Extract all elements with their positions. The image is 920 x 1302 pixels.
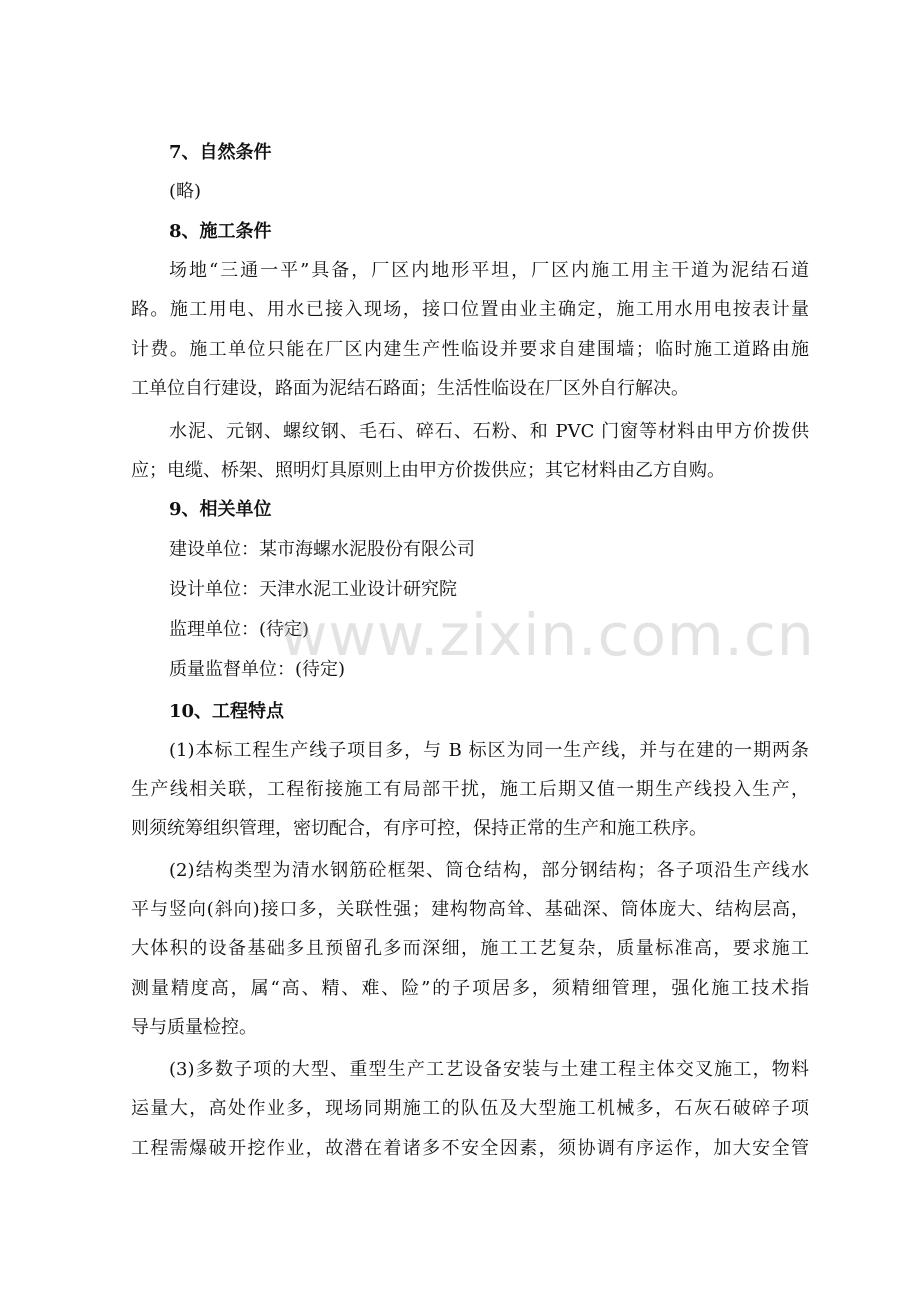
paragraph-line: 场地“三通一平”具备，厂区内地形平坦，厂区内施工用主干道为泥结石道: [169, 260, 809, 281]
paragraph-line: 工程需爆破开挖作业，故潜在着诸多不安全因素，须协调有序运作，加大安全管: [131, 1138, 809, 1159]
paragraph-line: 导与质量检控。: [131, 1017, 257, 1038]
unit-item: 建设单位：某市海螺水泥股份有限公司: [169, 539, 475, 560]
paragraph-line: 生产线相关联，工程衔接施工有局部干扰，施工后期又值一期生产线投入生产，: [131, 779, 809, 800]
paragraph-line: 大体积的设备基础多且预留孔多而深细，施工工艺复杂，质量标准高，要求施工: [131, 938, 809, 959]
section-8-heading: 8、施工条件: [169, 221, 272, 242]
paragraph-line: (2)结构类型为清水钢筋砼框架、筒仓结构，部分钢结构；各子项沿生产线水: [169, 860, 809, 881]
section-7-body: (略): [169, 181, 202, 202]
paragraph-line: 工单位自行建设，路面为泥结石路面；生活性临设在厂区外自行解决。: [131, 378, 689, 399]
paragraph-line: 计费。施工单位只能在厂区内建生产性临设并要求自建围墙；临时施工道路由施: [131, 339, 809, 360]
paragraph-line: 路。施工用电、用水已接入现场，接口位置由业主确定，施工用水用电按表计量: [131, 299, 809, 320]
paragraph-line: 则须统筹组织管理，密切配合，有序可控，保持正常的生产和施工秩序。: [131, 818, 707, 839]
paragraph-line: 水泥、元钢、螺纹钢、毛石、碎石、石粉、和 PVC 门窗等材料由甲方价拨供: [169, 421, 809, 442]
watermark: www.zixin.com.cn: [280, 601, 815, 669]
paragraph-line: (3)多数子项的大型、重型生产工艺设备安装与土建工程主体交叉施工，物料: [169, 1059, 809, 1080]
section-10-heading: 10、工程特点: [169, 701, 285, 722]
section-7-heading: 7、自然条件: [169, 142, 272, 163]
paragraph-line: 测量精度高，属“高、精、难、险”的子项居多，须精细管理，强化施工技术指: [131, 978, 809, 999]
paragraph-line: (1)本标工程生产线子项目多，与 B 标区为同一生产线，并与在建的一期两条: [169, 740, 809, 761]
unit-item: 监理单位：(待定): [169, 619, 310, 640]
unit-item: 质量监督单位：(待定): [169, 659, 346, 680]
unit-item: 设计单位：天津水泥工业设计研究院: [169, 579, 457, 600]
paragraph-line: 平与竖向(斜向)接口多，关联性强；建构物高耸、基础深、筒体庞大、结构层高，: [131, 899, 809, 920]
paragraph-line: 应；电缆、桥架、照明灯具原则上由甲方价拨供应；其它材料由乙方自购。: [131, 460, 725, 481]
section-9-heading: 9、相关单位: [169, 499, 272, 520]
paragraph-line: 运量大，高处作业多，现场同期施工的队伍及大型施工机械多，石灰石破碎子项: [131, 1098, 809, 1119]
